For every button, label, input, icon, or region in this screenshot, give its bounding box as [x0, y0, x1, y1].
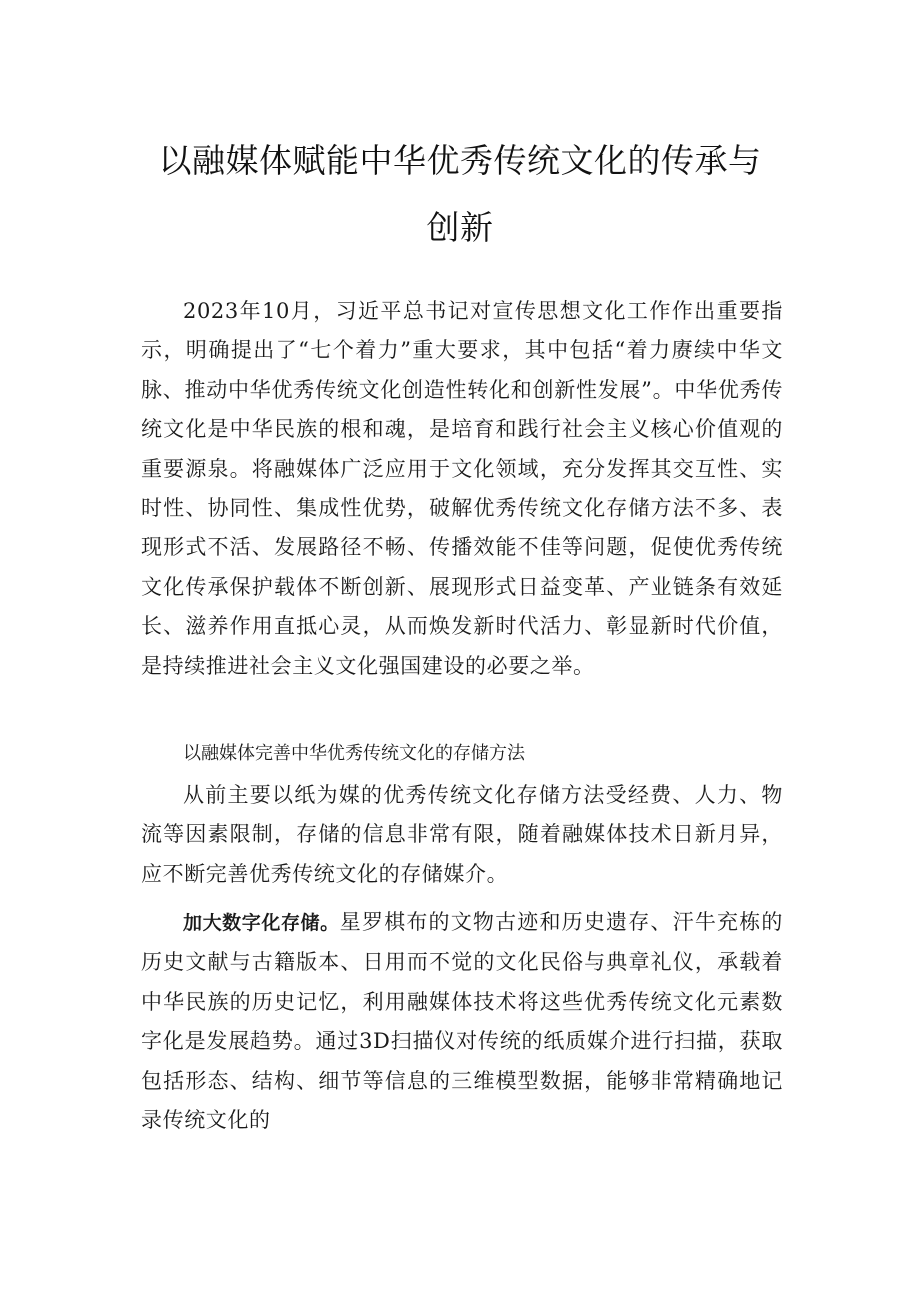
section-paragraph: 从前主要以纸为媒的优秀传统文化存储方法受经费、人力、物流等因素限制，存储的信息非常有限，随着融媒体技术日新月异，应不断完善优秀传统文化的存储媒介。: [141, 783, 783, 886]
intro-paragraph: 2023年10月，习近平总书记对宣传思想文化工作作出重要指示，明确提出了“七个着力”重大要求，其中包括“着力赓续中华文脉、推动中华优秀传统文化创造性转化和创新性发展”。中华优秀传统文化是中华民族的根和魂，是培育和践行社会主义核心价值观的重要源泉。将融媒体广泛应用于文化领域，充分发挥其交互性、实时性、协同性、集成性优势，破解优秀传统文化存储方法不多、表现形式不活、发展路径不畅、传播效能不佳等问题，促使优秀传统文化传承保护载体不断创新、展现形式日益变革、产业链条有效延长、滋养作用直抵心灵，从而焕发新时代活力、彰显新时代价值，是持续推进社会主义文化强国建设的必要之举。: [141, 299, 783, 678]
document-title-line-2: 创新: [426, 208, 494, 247]
section-heading: 以融媒体完善中华优秀传统文化的存储方法: [183, 743, 525, 764]
paragraph-lead-phrase: 加大数字化存储。: [183, 912, 340, 934]
digital-storage-paragraph: [141, 903, 783, 1140]
paragraph-body-text: 星罗棋布的文物古迹和历史遗存、汗牛充栋的历史文献与古籍版本、日用而不觉的文化民俗与典章礼仪，承载着中华民族的历史记忆，利用融媒体技术将这些优秀传统文化元素数字化是发展趋势。通过3D扫描仪对传统的纸质媒介进行扫描，获取包括形态、结构、细节等信息的三维模型数据，能够非常精确地记录传统文化的: [141, 910, 783, 1133]
document-title-line-1: 以融媒体赋能中华优秀传统文化的传承与: [158, 141, 762, 180]
